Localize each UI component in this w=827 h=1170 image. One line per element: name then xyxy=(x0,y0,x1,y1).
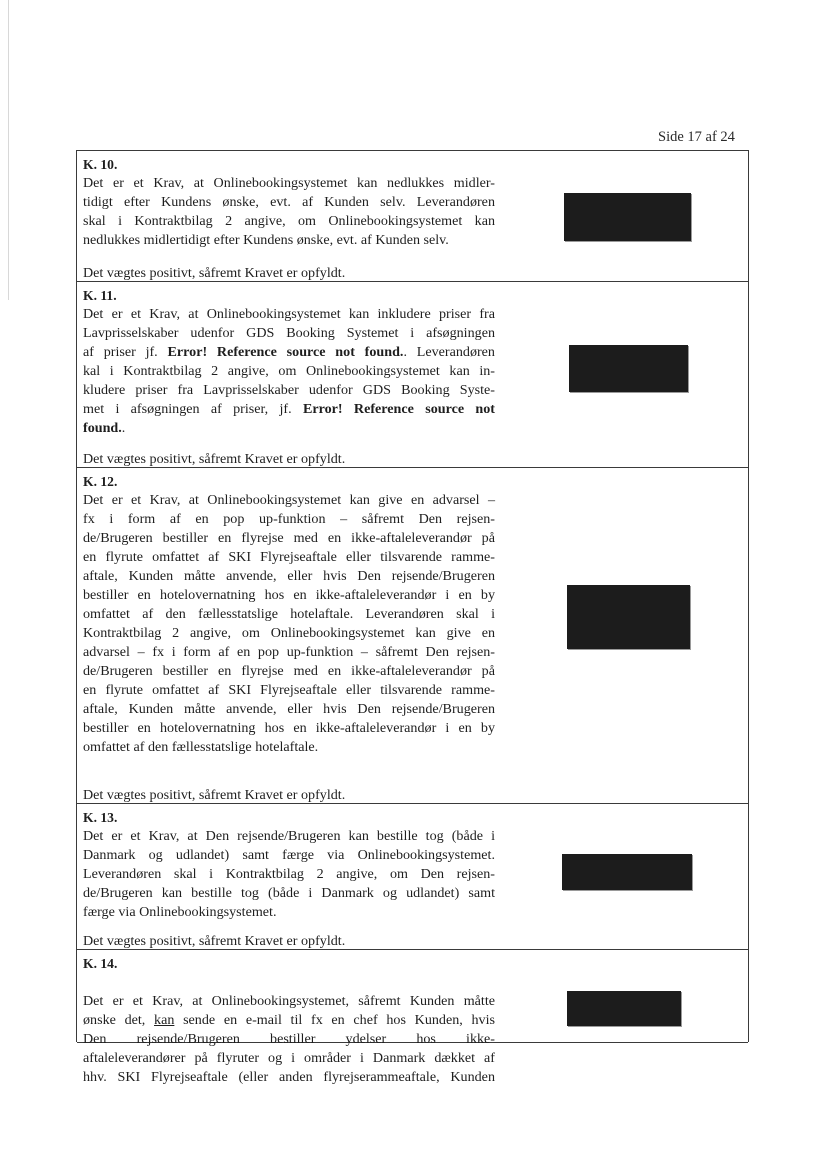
text-line: omfattet af den fællesstatslige hotelaftale. Leverandøren skal i xyxy=(83,606,495,622)
requirement-description xyxy=(83,992,495,1087)
requirement-description xyxy=(83,827,495,922)
requirements-table xyxy=(76,150,749,1085)
text-line xyxy=(83,419,495,438)
text-line: fx i form af en pop up-funktion – såfremt Den rejsen- xyxy=(83,511,495,527)
requirement-text-cell xyxy=(83,808,495,922)
evaluation-note: Det vægtes positivt, såfremt Kravet er opfyldt. xyxy=(83,265,346,281)
requirement-description xyxy=(83,305,495,438)
evaluation-note: Det vægtes positivt, såfremt Kravet er opfyldt. xyxy=(83,787,346,803)
evaluation-note: Det vægtes positivt, såfremt Kravet er opfyldt. xyxy=(83,933,346,949)
text-line: nedlukkes midlertidigt efter Kundens ønske, evt. af Kunden selv. xyxy=(83,232,449,248)
redaction-block xyxy=(567,991,681,1026)
text-line: de/Brugeren kan bestille tog (både i Danmark og udlandet) samt xyxy=(83,885,495,901)
text-line: Danmark og udlandet) samt færge via Onlinebookingsystemet. xyxy=(83,847,495,863)
text-line: omfattet af den fællesstatslige hotelaftale. xyxy=(83,739,319,755)
redaction-block xyxy=(567,585,690,649)
text-line: kludere priser fra Lavprisselskaber udenfor GDS Booking Syste- xyxy=(83,382,495,398)
requirement-description xyxy=(83,491,495,757)
text-line: de/Brugeren bestiller en flyrejse med en ikke-aftaleleverandør på xyxy=(83,663,495,679)
requirement-id: K. 13. xyxy=(83,810,118,825)
text-fragment: ønske det, xyxy=(83,1012,155,1028)
requirement-text-cell xyxy=(83,954,495,1087)
text-line: Det er et Krav, at Onlinebookingsystemet kan nedlukkes midler- xyxy=(83,175,495,191)
evaluation-note: Det vægtes positivt, såfremt Kravet er opfyldt. xyxy=(83,451,346,467)
text-line: Det er et Krav, at Onlinebookingsystemet kan inkludere priser fra xyxy=(83,306,495,322)
scan-edge-line xyxy=(8,0,9,300)
text-line: de/Brugeren bestiller en flyrejse med en ikke-aftaleleverandør på xyxy=(83,530,495,546)
text-line: en flyrute omfattet af SKI Flyrejseaftale eller tilsvarende ramme- xyxy=(83,682,495,698)
page-number: Side 17 af 24 xyxy=(658,129,735,145)
requirement-id: K. 11. xyxy=(83,288,117,303)
requirement-row-k13 xyxy=(77,804,748,950)
redaction-block xyxy=(564,193,691,241)
text-fragment: . Leverandøren xyxy=(403,344,495,360)
text-line: aftale, Kunden måtte anvende, eller hvis Den rejsende/Brugeren xyxy=(83,701,495,717)
redaction-block xyxy=(562,854,692,890)
requirement-text-cell xyxy=(83,472,495,757)
text-line: bestiller en hotelovernatning hos en ikke-aftaleleverandør i en by xyxy=(83,720,495,736)
text-line: kal i Kontraktbilag 2 angive, om Onlinebookingsystemet kan in- xyxy=(83,363,495,379)
requirement-id: K. 12. xyxy=(83,474,118,489)
text-line: en flyrute omfattet af SKI Flyrejseaftale eller tilsvarende ramme- xyxy=(83,549,495,565)
text-line: aftale, Kunden måtte anvende, eller hvis Den rejsende/Brugeren xyxy=(83,568,495,584)
requirement-description xyxy=(83,174,495,250)
text-line: Lavprisselskaber udenfor GDS Booking Systemet i afsøgningen xyxy=(83,325,495,341)
requirement-row-k12 xyxy=(77,468,748,804)
requirement-row-k14 xyxy=(77,950,748,1085)
text-line: Det er et Krav, at Onlinebookingsystemet, såfremt Kunden måtte xyxy=(83,993,495,1009)
text-fragment: sende en e-mail til fx en chef hos Kunden, hvis xyxy=(174,1012,495,1028)
text-line xyxy=(83,343,495,362)
text-fragment: met i afsøgningen af priser, jf. xyxy=(83,401,303,417)
requirement-row-k11 xyxy=(77,282,748,468)
text-line: Kontraktbilag 2 angive, om Onlinebookingsystemet kan give en xyxy=(83,625,495,641)
text-line: Det er et Krav, at Den rejsende/Brugeren kan bestille tog (både i xyxy=(83,828,495,844)
text-line: advarsel – fx i form af en pop up-funktion – såfremt Den rejsen- xyxy=(83,644,495,660)
redaction-block xyxy=(569,345,688,392)
text-line xyxy=(83,400,495,419)
requirement-row-k10 xyxy=(77,151,748,282)
text-line: Leverandøren skal i Kontraktbilag 2 angive, om Den rejsen- xyxy=(83,866,495,882)
text-line: hhv. SKI Flyrejseaftale (eller anden flyrejserammeaftale, Kunden xyxy=(83,1069,495,1085)
text-line: Den rejsende/Brugeren bestiller ydelser hos ikke- xyxy=(83,1031,495,1047)
text-line: bestiller en hotelovernatning hos en ikke-aftaleleverandør i en by xyxy=(83,587,495,603)
text-line: tidigt efter Kundens ønske, evt. af Kunden selv. Leverandøren xyxy=(83,194,495,210)
text-fragment: af priser jf. xyxy=(83,344,168,360)
underlined-word: kan xyxy=(154,1012,175,1028)
text-line xyxy=(83,1011,495,1030)
text-line: skal i Kontraktbilag 2 angive, om Onlinebookingsystemet kan xyxy=(83,213,495,229)
requirement-id: K. 10. xyxy=(83,157,118,172)
text-fragment: . xyxy=(121,420,126,436)
text-line: aftaleleverandører på flyruter og i områder i Danmark dækket af xyxy=(83,1050,495,1066)
reference-error-text: found. xyxy=(83,420,122,436)
reference-error-text: Error! Reference source not found. xyxy=(167,344,404,360)
text-line: færge via Onlinebookingsystemet. xyxy=(83,904,277,920)
requirement-text-cell xyxy=(83,155,495,250)
requirement-id: K. 14. xyxy=(83,956,118,971)
reference-error-text: Error! Reference source not xyxy=(302,401,495,417)
requirement-text-cell xyxy=(83,286,495,438)
text-line: Det er et Krav, at Onlinebookingsystemet kan give en advarsel – xyxy=(83,492,495,508)
